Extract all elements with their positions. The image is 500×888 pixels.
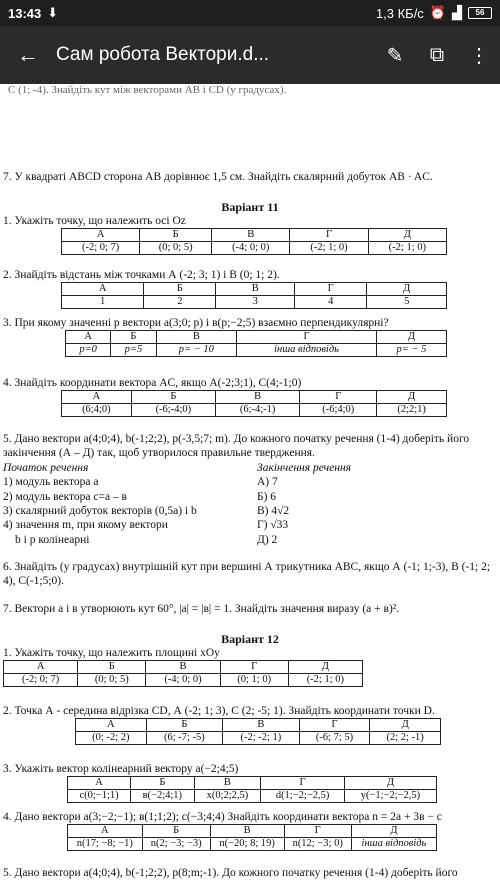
- answer-table-6: А Б В Г Д (0; -2; 2) (6; -7; -5) (-2; -2; 1) (-6; 7; 5) (2; 2; -1): [75, 718, 441, 745]
- app-bar: [0, 26, 500, 84]
- question-5: 5. Дано вектори a(4;0;4), b(-1;2;2), p(-3,5;7; m). До кожного початку речення (1-4) доберіть його закінчення (А – Д) так, щоб утворилося правильне твердження. Початок речення 1) модуль вектора a 2) модуль вектора c=a – в 3) скалярний добуток векторів (0,5a) і b 4) значення m, при якому вектори b і p колінеарні Закінчення речення А) 7 Б) 6 В) 4√2 Г) √33 Д) 2: [3, 432, 497, 547]
- question-2: 2. Знайдіть відстань між точками А (-2; 3; 1) і В (0; 1; 2). А Б В Г Д 1 2 3 4 5: [3, 268, 497, 309]
- document-title: Сам робота Вектори.d...: [56, 44, 270, 65]
- status-bar: [0, 0, 500, 26]
- clock: 13:43: [8, 5, 42, 21]
- answer-table-7: А Б В Г Д c(0;−1;1) в(−2;4;1) x(0;2;2,5) d(1;−2;−2,5) y(−1;−2;−2,5): [67, 776, 437, 803]
- question-1: 1. Укажіть точку, що належить осі Oz А Б В Г Д (-2; 0; 7) (0; 0; 5) (-4; 0; 0) (-2; 1; 0) (-2; 1; 0): [3, 214, 497, 255]
- signal-icon: ▟: [452, 5, 462, 20]
- variant-11-heading: Варіант 11: [221, 200, 279, 214]
- battery-icon: 56: [468, 7, 492, 19]
- question-7: 7. Вектори a і в утворюють кут 60°, |a| = |в| = 1. Знайдіть значення виразу (a + в)².: [3, 603, 400, 615]
- document-page[interactable]: [0, 84, 500, 888]
- download-icon: ⬇: [47, 5, 59, 20]
- matching-columns: Початок речення 1) модуль вектора a 2) модуль вектора c=a – в 3) скалярний добуток векторів (0,5a) і b 4) значення m, при якому вектори b і p колінеарні Закінчення речення А) 7 Б) 6 В) 4√2 Г) √33 Д) 2: [3, 461, 351, 546]
- more-options-icon[interactable]: ⋮: [469, 44, 489, 67]
- question-4: 4. Знайдіть координати вектора AC, якщо A(-2;3;1), C(4;-1;0) А Б В Г Д (6;4;0) (-6;-4;0) (6;-4;-1) (-6;4;0) (2;2;1): [3, 376, 497, 417]
- open-external-icon[interactable]: ⧉: [429, 43, 445, 66]
- question-5b: 5. Дано вектори a(4;0;4), b(-1;2;2), p(8;m;-1). До кожного початку речення (1-4) доберіть його: [3, 867, 458, 879]
- network-speed: 1,3 КБ/с: [375, 5, 424, 21]
- question-3b: 3. Укажіть вектор колінеарний вектору a(−2;4;5) А Б В Г Д c(0;−1;1) в(−2;4;1) x(0;2;2,5) d(1;−2;−2,5) y(−1;−2;−2,5): [3, 762, 497, 803]
- alarm-icon: ⏰: [429, 5, 446, 20]
- answer-table-4: А Б В Г Д (6;4;0) (-6;-4;0) (6;-4;-1) (-6;4;0) (2;2;1): [61, 390, 447, 417]
- question-3: 3. При якому значенні p вектори a(3;0; p) і в(p;−2;5) взаємно перпендикулярні? А Б В Г Д p=0 p=5 p= − 10 інша відповідь p= − 5: [3, 316, 497, 357]
- back-arrow-icon[interactable]: ←: [17, 42, 39, 67]
- question-2b: 2. Точка А - середина відрізка CD, А (-2; 1; 3), С (2; -5; 1). Знайдіть координати точки D. А Б В Г Д (0; -2; 2) (6; -7; -5) (-2; -2; 1) (-6; 7; 5) (2; 2; -1): [3, 704, 497, 745]
- question-6: 6. Знайдіть (у градусах) внутрішній кут при вершині А трикутника АВС, якщо А (-1; 1;-3), В (-1; 2; 4), С(-1;5;0).: [3, 561, 491, 588]
- answer-table-1: А Б В Г Д (-2; 0; 7) (0; 0; 5) (-4; 0; 0) (-2; 1; 0) (-2; 1; 0): [61, 228, 447, 255]
- answer-table-5: А Б В Г Д (-2; 0; 7) (0; 0; 5) (-4; 0; 0) (0; 1; 0) (-2; 1; 0): [3, 660, 363, 687]
- answer-table-8: А Б В Г Д n(17; −8; −1) n(2; −3; −3) n(−20; 8; 19) n(12; −3; 0) інша відповідь: [67, 824, 437, 851]
- cut-off-line: С (1; -4). Знайдіть кут між векторами АВ і CD (у градусах).: [8, 84, 287, 96]
- question-4b: 4. Дано вектори a(3;−2;−1); в(1;1;2); c(−3;4;4) Знайдіть координати вектора n = 2a + 3в − c А Б В Г Д n(17; −8; −1) n(2; −3; −3) n(−20; 8; 19) n(12; −3; 0) інша відповідь: [3, 811, 442, 850]
- answer-table-3: А Б В Г Д p=0 p=5 p= − 10 інша відповідь p= − 5: [65, 330, 447, 357]
- question-7a: 7. У квадраті ABCD сторона AB дорівнює 1,5 см. Знайдіть скалярний добуток AB · AC.: [3, 171, 433, 183]
- variant-12-heading: Варіант 12: [221, 632, 279, 646]
- edit-pencil-icon[interactable]: ✎: [386, 44, 404, 67]
- answer-table-2: А Б В Г Д 1 2 3 4 5: [61, 282, 447, 309]
- question-1b: 1. Укажіть точку, що належить площині xOy А Б В Г Д (-2; 0; 7) (0; 0; 5) (-4; 0; 0) (0; 1; 0) (-2; 1; 0): [3, 646, 497, 687]
